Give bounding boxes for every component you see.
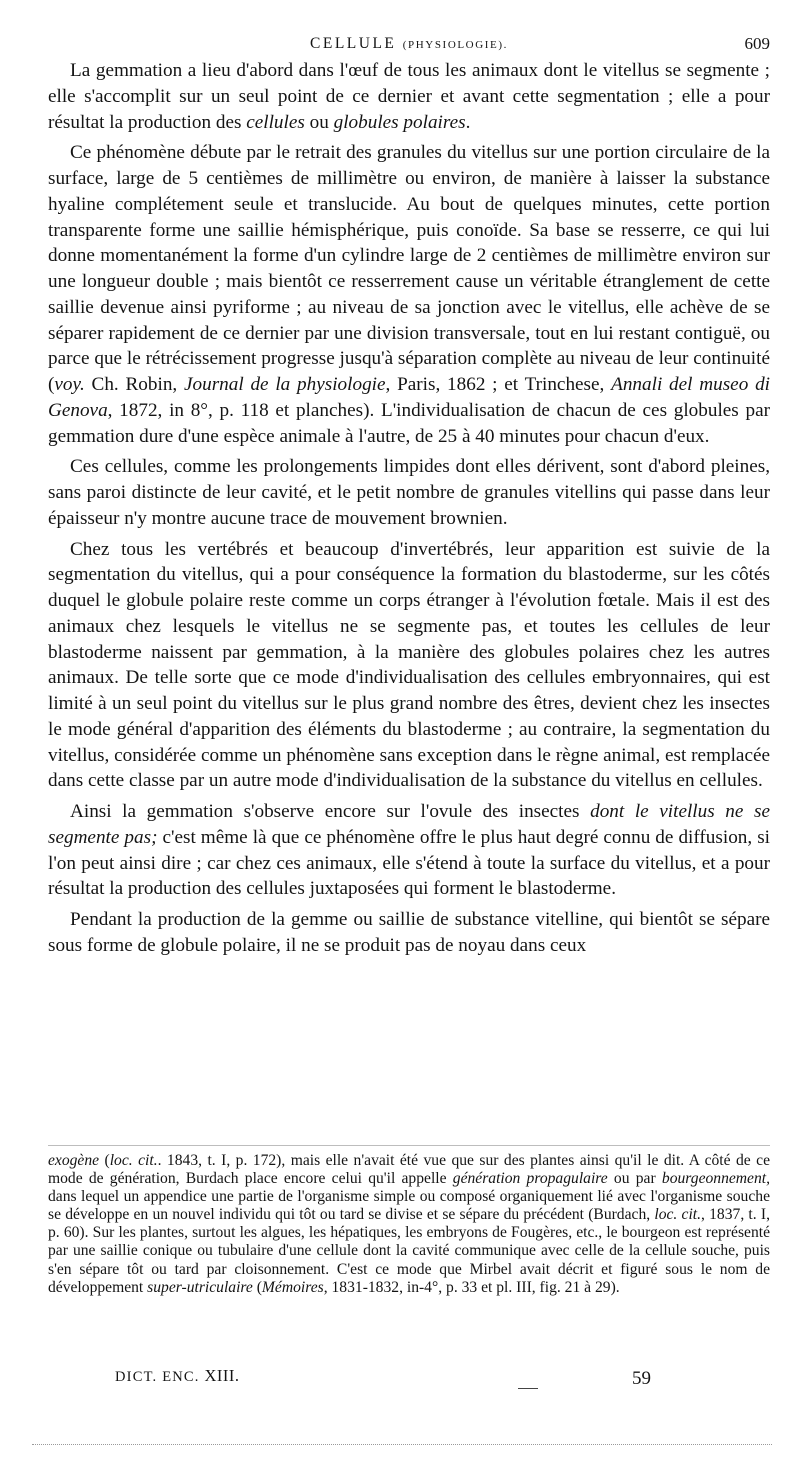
- footnote-fragment: , 1831-1832, in-4°, p. 33 et pl. III, fig. 21 à 29).: [323, 1278, 620, 1296]
- paragraph-text: La gemmation a lieu d'abord dans l'œuf de tous les animaux dont le vitellus se segmente ; elle s'accomplit sur un seul point de ce dernier et avant cette segmentation ; elle a pour résultat la production des: [48, 60, 770, 133]
- emphasis-vitellus-ne-se-segmente-pas: dont le vitellus ne se segmente pas;: [48, 801, 770, 848]
- paragraph-text: Ainsi la gemmation s'observe encore sur l'ovule des insectes: [70, 801, 591, 822]
- page-edge-rule: [32, 1444, 772, 1445]
- footnote-separator: [48, 1145, 770, 1146]
- paragraph-text: c'est même là que ce phénomène offre le plus haut degré connu de diffusion, si l'on peut ainsi dire ; car chez ces animaux, elle s'étend à toute la surface du vitellus, et a pour résultat la production des cellules juxtaposées qui forment le blastoderme.: [48, 826, 771, 900]
- paragraph-text: , Paris, 1862 ; et Trinchese,: [385, 374, 612, 395]
- paragraph-text: Ces cellules, comme les prolongements limpides dont elles dérivent, sont d'abord pleines, sans paroi distincte de leur cavité, et le petit nombre de granules vitellins qui passe dans leur épaisseur n'y montre aucune trace de mouvement brownien.: [48, 456, 770, 529]
- paragraph-insectes: [48, 799, 770, 902]
- printer-signature: [115, 1366, 240, 1386]
- page-header: [48, 33, 770, 55]
- footnote-fragment: ou par: [607, 1170, 662, 1188]
- body-text: [48, 58, 770, 964]
- footnote-fragment: (: [252, 1278, 262, 1296]
- paragraph-vertebres: [48, 537, 770, 795]
- signature-label: DICT. ENC.: [115, 1369, 200, 1385]
- footnote: [48, 1152, 770, 1297]
- emphasis-globules-polaires: globules polaires: [333, 111, 466, 133]
- footnote-text: [48, 1152, 770, 1297]
- paragraph-gemmation-intro: [48, 58, 770, 135]
- paragraph-text: Ch. Robin,: [84, 374, 184, 395]
- running-head-title: CELLULE: [310, 35, 397, 52]
- emphasis-loc-cit: loc. cit.: [109, 1152, 158, 1169]
- paragraph-text: Ce phénomène débute par le retrait des granules du vitellus sur une portion circulaire de la surface, large de 5 centièmes de millimètre ou environ, de manière à laisser la substance hyaline complétement seule et translucide. Au bout de quelques minutes, cette portion transparente forme une saillie hémisphérique, puis conoïde. Sa base se resserre, ce qui lui donne momentanément la forme d'un cylindre large de 2 centièmes de millimètre environ sur une longueur double ; mais bientôt ce resserrement cause un véritable étranglement de cette saillie devenue ainsi pyriforme ; au niveau de sa jonction avec le vitellus, elle achève de se séparer rapidement de ce dernier par une division transversale, tout en lui restant contiguë, ou parce que le rétrécissement progresse jusqu'à séparation complète au niveau de leur continuité (: [48, 142, 770, 395]
- paragraph-cellules: [48, 454, 770, 531]
- paragraph-gemme: [48, 907, 770, 959]
- citation-annali-museo-genova: Annali del museo di Genova: [48, 374, 770, 421]
- emphasis-super-utriculaire: super-utriculaire: [147, 1278, 253, 1296]
- running-head: [48, 33, 770, 56]
- emphasis-exogene: exogène: [48, 1152, 100, 1169]
- running-head-subtitle: (PHYSIOLOGIE).: [402, 39, 508, 51]
- footnote-fragment: . 1843, t. I, p. 172), mais elle n'avait été vue que sur des plantes ainsi qu'il le dit. A côté de ce mode de génération, Burdach place encore celui qu'il appelle: [48, 1152, 770, 1188]
- paragraph-phenomenon: [48, 140, 770, 449]
- footnote-fragment: , 1837, t. I, p. 60). Sur les plantes, surtout les algues, les hépatiques, les embryons de Fougères, etc., le bourgeon est représenté par une saillie conique ou tubulaire d'une cellule dont la cavité communique avec celle de la cellule souche, puis s'en sépare tôt ou tard par cloisonnement. C'est ce mode que Mirbel avait décrit et figuré sous le nom de développement: [48, 1206, 770, 1296]
- paragraph-text: Chez tous les vertébrés et beaucoup d'invertébrés, leur apparition est suivie de la segmentation du vitellus, qui a pour conséquence la formation du blastoderme, sur les côtés duquel le globule polaire reste comme un corps étranger à l'évolution fœtale. Mais il est des animaux chez lesquels le vitellus ne se segmente pas, et toutes les cellules de leur blastoderme naissent par gemmation, à la manière des globules polaires chez les autres animaux. De telle sorte que ce mode d'individualisation des cellules embryonnaires, qui est limité à un seul point du vitellus sur le plus grand nombre des êtres, devient chez les insectes le mode général d'apparition des éléments du blastoderme ; au contraire, la segmentation du vitellus, considérée comme un phénomène sans exception dans le règne animal, est remplacée dans cette classe par un autre mode d'individualisation de la substance du vitellus en cellules.: [48, 538, 770, 792]
- paragraph-text: .: [465, 111, 471, 133]
- emphasis-generation-propagulaire: génération propagulaire: [452, 1170, 608, 1188]
- paragraph-text: ou: [304, 111, 334, 133]
- volume-number: XIII.: [204, 1366, 240, 1385]
- citation-memoires: Mémoires: [261, 1278, 324, 1296]
- footnote-fragment: dans lequel un appendice une partie de l'organisme simple ou composé organiquement lié avec l'organisme souche se développe en un nouvel individu qui tôt ou tard se divise et se sépare du précédent (Burdach,: [48, 1188, 770, 1224]
- citation-journal-physiologie: Journal de la physiologie: [184, 374, 386, 395]
- emphasis-cellules: cellules: [246, 111, 305, 133]
- paragraph-text: , 1872, in 8°, p. 118 et planches). L'individualisation de chacun de ces globules par gemmation dure d'une espèce animale à l'autre, de 25 à 40 minutes pour chacun d'eux.: [48, 399, 770, 447]
- page-number: 609: [744, 34, 770, 53]
- sheet-number: 59: [632, 1368, 651, 1389]
- emphasis-loc-cit: loc. cit.: [654, 1206, 702, 1224]
- print-speck: [518, 1388, 538, 1389]
- footnote-fragment: (: [99, 1152, 110, 1169]
- emphasis-bourgeonnement: bourgeonnement,: [661, 1170, 771, 1188]
- emphasis-voy: voy.: [54, 374, 85, 395]
- paragraph-text: Pendant la production de la gemme ou saillie de substance vitelline, qui bientôt se sépare sous forme de globule polaire, il ne se produit pas de noyau dans ceux: [48, 909, 770, 956]
